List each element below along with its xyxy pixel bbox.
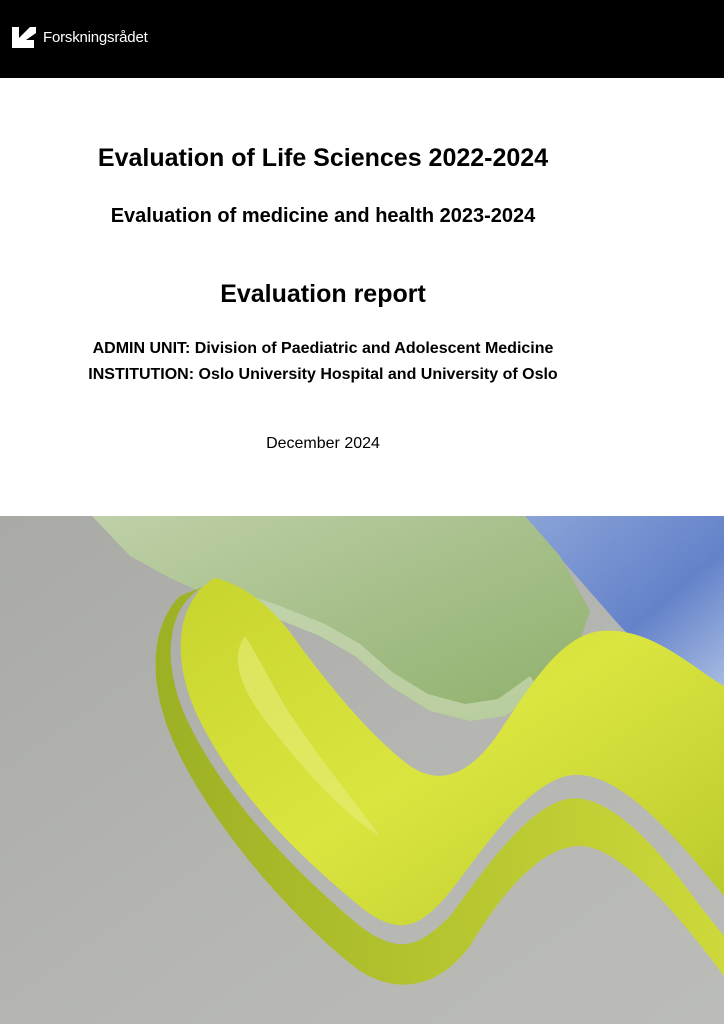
brand-logo[interactable] [10,24,148,51]
report-title: Evaluation of Life Sciences 2022-2024 [97,144,549,172]
brand-name: Forskningsrådet [43,29,148,46]
admin-unit-line: ADMIN UNIT: Division of Paediatric and Adolescent Medicine [92,340,554,357]
forskningsradet-logo-icon [10,24,37,51]
header-bar [0,0,724,78]
report-subtitle: Evaluation of medicine and health 2023-2024 [110,205,536,227]
report-type-heading: Evaluation report [220,280,426,308]
report-date: December 2024 [266,435,380,452]
abstract-ribbon-artwork [0,516,724,1024]
institution-line: INSTITUTION: Oslo University Hospital and University of Oslo [88,366,558,383]
